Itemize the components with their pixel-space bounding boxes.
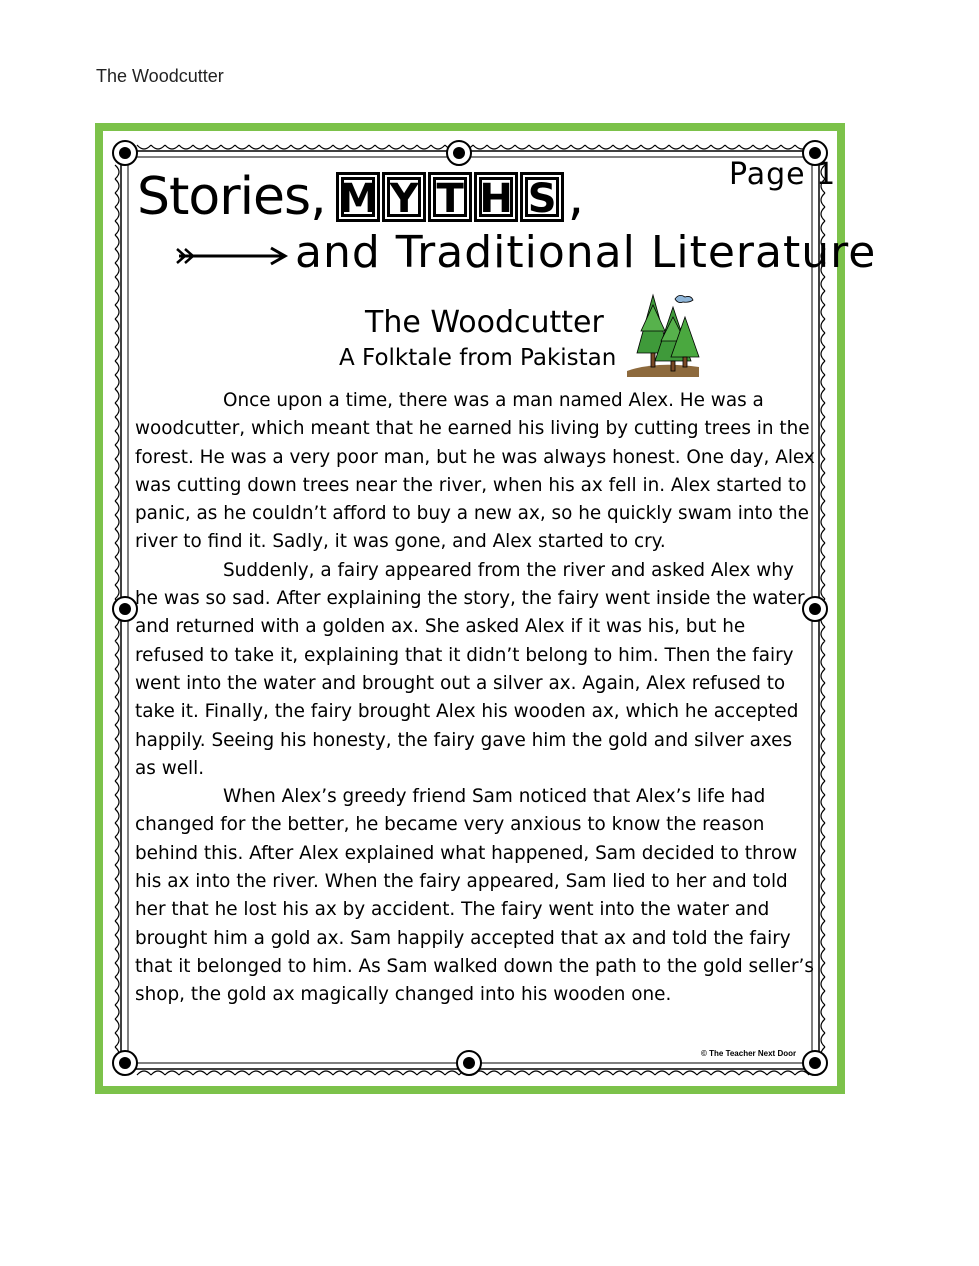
page-number: Page 1: [729, 157, 837, 192]
story-subtitle: A Folktale from Pakistan: [339, 345, 617, 371]
header-comma: ,: [567, 167, 584, 227]
worksheet-page: [103, 131, 877, 1086]
myths-letter: T: [428, 172, 472, 222]
copyright-text: © The Teacher Next Door: [701, 1049, 797, 1058]
arrow-icon: [175, 245, 291, 267]
header-word: Stories,: [137, 167, 326, 227]
story-paragraph: When Alex’s greedy friend Sam noticed that Alex’s life had changed for the better, he became very anxious to know the reason behind this. After Alex explained what happened, Sam decided to throw his ax into the river. When the fairy appeared, Sam lied to her and told her that he lost his ax by accident. The fairy went into the water and brought him a gold ax. Sam happily accepted that ax and told the fairy that it belonged to him. As Sam walked down the path to the gold seller’s shop, the gold ax magically changed into his wooden one.: [135, 786, 814, 1006]
myths-box: [336, 172, 566, 222]
header-line-2: and Traditional Literature: [295, 227, 877, 278]
myths-letter: H: [474, 172, 518, 222]
story-paragraph: Once upon a time, there was a man named Alex. He was a woodcutter, which meant that he earned his living by cutting trees in the forest. He was a very poor man, but he was always honest. One day, Alex was cutting down trees near the river, when his ax fell in. Alex started to panic, as he couldn’t afford to buy a new ax, so he quickly swam into the river to find it. Sadly, it was gone, and Alex started to cry.: [135, 390, 815, 553]
worksheet-frame: [95, 123, 877, 1094]
myths-letter: S: [520, 172, 564, 222]
story-paragraph: Suddenly, a fairy appeared from the river and asked Alex why he was so sad. After explaining the story, the fairy went inside the water and returned with a golden ax. She asked Alex if it was his, but he refused to take it, explaining that it didn’t belong to him. Then the fairy went into the water and brought out a silver ax. Again, Alex refused to take it. Finally, the fairy brought Alex his wooden ax, which he accepted happily. Seeing his honesty, the fairy gave him the gold and silver axes as well.: [135, 559, 805, 779]
myths-letter: M: [336, 172, 380, 222]
story-body: [135, 387, 817, 1010]
pine-trees-icon: [625, 291, 701, 377]
document-title: The Woodcutter: [96, 66, 224, 86]
story-title: The Woodcutter: [365, 305, 604, 340]
myths-letter: Y: [382, 172, 426, 222]
header-line-1: [137, 167, 583, 227]
